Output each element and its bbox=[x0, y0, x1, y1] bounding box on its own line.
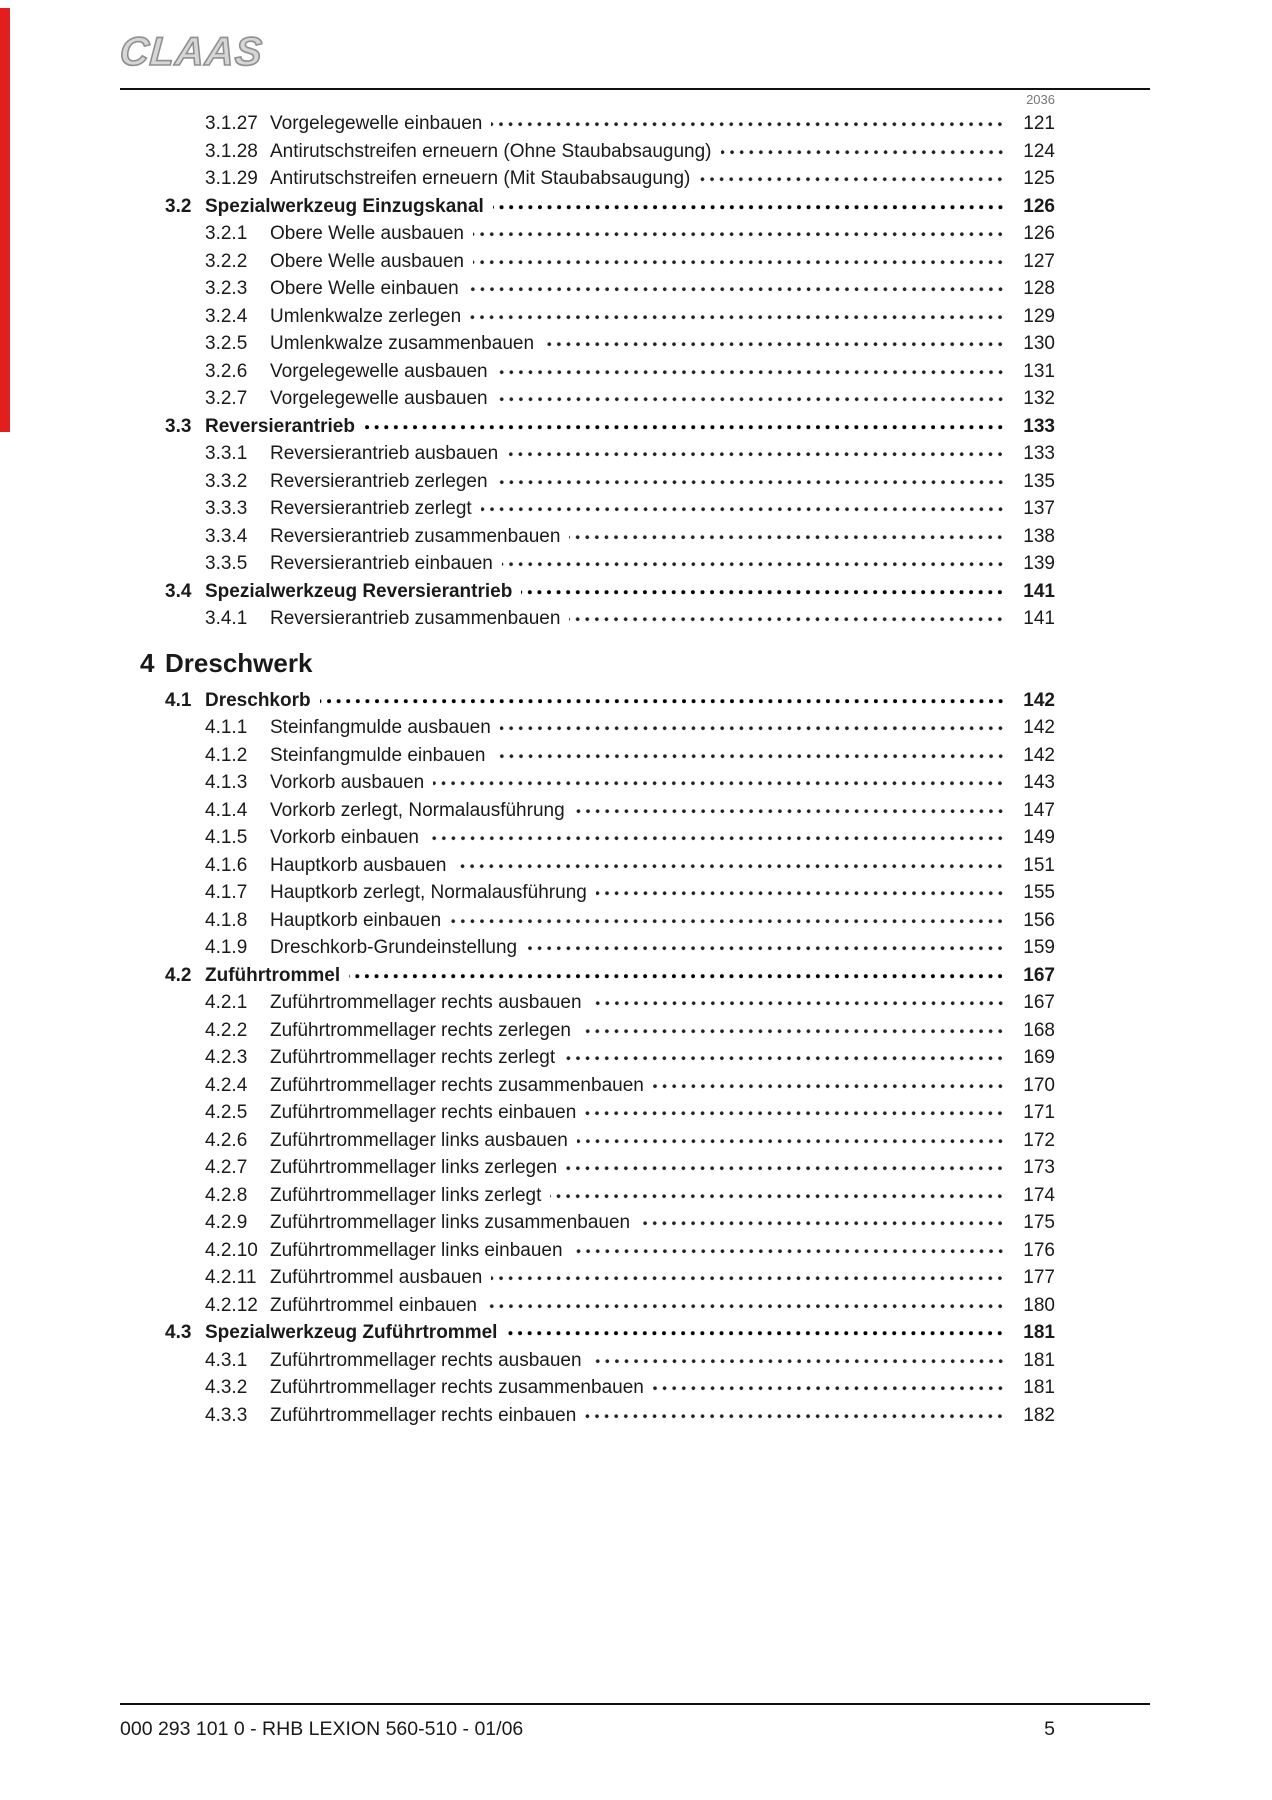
dot-leader bbox=[502, 560, 1005, 569]
toc-entry bbox=[120, 138, 1055, 166]
toc-entry-number: 4.1.5 bbox=[205, 827, 248, 848]
dot-leader bbox=[574, 807, 1005, 816]
dot-leader bbox=[543, 340, 1005, 349]
toc-entry-title: Zuführtrommellager links ausbauen bbox=[270, 1129, 568, 1151]
dot-leader bbox=[455, 862, 1005, 871]
toc-entry-number: 3.2.5 bbox=[205, 333, 248, 354]
toc-entry-page: 142 bbox=[1023, 717, 1055, 738]
toc-entry-title: Spezialwerkzeug Zuführtrommel bbox=[205, 1322, 498, 1343]
toc-entry bbox=[120, 495, 1055, 523]
toc-entry bbox=[120, 220, 1055, 248]
toc-entry bbox=[120, 1319, 1055, 1347]
toc-entry-number: 4.2 bbox=[165, 964, 192, 986]
toc-entry-title: Reversierantrieb zusammenbauen bbox=[270, 525, 561, 547]
dot-leader bbox=[450, 917, 1005, 926]
toc-entry-title: Umlenkwalze zusammenbauen bbox=[270, 333, 535, 354]
toc-entry bbox=[120, 1099, 1055, 1127]
toc-entry-page: 131 bbox=[1023, 360, 1055, 382]
toc-entry-number: 3.4.1 bbox=[205, 608, 248, 629]
toc-entry-number: 4.2.10 bbox=[205, 1239, 258, 1261]
toc-entry-number: 3.2.3 bbox=[205, 278, 248, 299]
toc-entry bbox=[120, 1017, 1055, 1045]
toc-entry-number: 3.3 bbox=[165, 415, 192, 437]
dot-leader bbox=[653, 1384, 1005, 1393]
toc-entry bbox=[120, 1402, 1055, 1430]
toc-entry bbox=[120, 797, 1055, 825]
toc-entry-title: Zuführtrommellager rechts ausbauen bbox=[270, 992, 582, 1013]
dot-leader bbox=[550, 1192, 1005, 1201]
toc-entry-title: Zuführtrommellager links zerlegen bbox=[270, 1157, 558, 1178]
toc-entry-page: 133 bbox=[1023, 443, 1055, 464]
accent-red-bar bbox=[0, 8, 10, 432]
toc-entry-page: 126 bbox=[1023, 195, 1055, 217]
toc-entry-number: 4.1.4 bbox=[205, 799, 248, 821]
toc-entry-number: 3.1.28 bbox=[205, 140, 258, 162]
toc-entry bbox=[120, 934, 1055, 962]
toc-entry-title: Zuführtrommellager rechts zerlegen bbox=[270, 1019, 571, 1041]
toc-entry-page: 170 bbox=[1023, 1074, 1055, 1096]
toc-entry-title: Steinfangmulde ausbauen bbox=[270, 717, 491, 738]
toc-entry-page: 137 bbox=[1023, 498, 1055, 519]
toc-list bbox=[120, 110, 1055, 1429]
toc-entry bbox=[120, 1347, 1055, 1375]
toc-entry bbox=[120, 824, 1055, 852]
toc-entry-title: Obere Welle einbauen bbox=[270, 278, 459, 299]
toc-entry-page: 175 bbox=[1023, 1212, 1055, 1233]
toc-entry-page: 182 bbox=[1023, 1404, 1055, 1426]
toc-entry bbox=[120, 1292, 1055, 1320]
dot-leader bbox=[493, 203, 1005, 212]
toc-entry-number: 3.2.6 bbox=[205, 360, 248, 382]
toc-entry-title: Reversierantrieb ausbauen bbox=[270, 443, 499, 464]
toc-entry-number: 3.3.5 bbox=[205, 553, 248, 574]
dot-leader bbox=[428, 834, 1005, 843]
toc-entry bbox=[120, 385, 1055, 413]
toc-entry-page: 139 bbox=[1023, 553, 1055, 574]
toc-entry-page: 176 bbox=[1023, 1239, 1055, 1261]
dot-leader bbox=[433, 779, 1005, 788]
dot-leader bbox=[473, 230, 1005, 239]
toc-entry bbox=[120, 1209, 1055, 1237]
dot-leader bbox=[364, 423, 1005, 432]
toc-entry-title: Vorkorb einbauen bbox=[270, 827, 419, 848]
toc-entry-title: Zuführtrommel ausbauen bbox=[270, 1267, 483, 1288]
dot-leader bbox=[526, 944, 1005, 953]
toc-entry-number: 4.2.12 bbox=[205, 1294, 258, 1316]
toc-entry-title: Hauptkorb zerlegt, Normalausführung bbox=[270, 882, 587, 903]
toc-entry-number: 4.1.1 bbox=[205, 717, 248, 738]
toc-entry-page: 167 bbox=[1023, 992, 1055, 1013]
toc-entry bbox=[120, 879, 1055, 907]
toc-entry bbox=[120, 523, 1055, 551]
toc-entry-page: 125 bbox=[1023, 168, 1055, 189]
toc-entry-title: Vorgelegewelle ausbauen bbox=[270, 360, 488, 382]
toc-entry-number: 4.2.7 bbox=[205, 1157, 248, 1178]
toc-entry-page: 173 bbox=[1023, 1157, 1055, 1178]
corner-number: 2036 bbox=[1026, 92, 1055, 107]
toc-entry-title: Obere Welle ausbauen bbox=[270, 223, 464, 244]
toc-entry bbox=[120, 1044, 1055, 1072]
dot-leader bbox=[491, 120, 1005, 129]
toc-entry-number: 4.1.8 bbox=[205, 909, 248, 931]
dot-leader bbox=[507, 450, 1005, 459]
toc-entry bbox=[120, 742, 1055, 770]
toc-entry-title: Hauptkorb einbauen bbox=[270, 909, 442, 931]
toc-entry-page: 143 bbox=[1023, 772, 1055, 793]
toc-entry-title: Spezialwerkzeug Einzugskanal bbox=[205, 195, 484, 217]
toc-entry-number: 4.2.1 bbox=[205, 992, 248, 1013]
toc-entry-number: 4.2.11 bbox=[205, 1267, 257, 1288]
toc-entry-page: 171 bbox=[1023, 1102, 1055, 1123]
footer-document-reference: 000 293 101 0 - RHB LEXION 560-510 - 01/06 bbox=[120, 1718, 524, 1740]
toc-entry-number: 4.2.5 bbox=[205, 1102, 248, 1123]
toc-entry-page: 138 bbox=[1023, 525, 1055, 547]
toc-entry-number: 4.3 bbox=[165, 1322, 192, 1343]
toc-entry-number: 4.1 bbox=[165, 689, 192, 711]
toc-entry-title: Umlenkwalze zerlegen bbox=[270, 305, 462, 327]
toc-entry-number: 3.2.4 bbox=[205, 305, 248, 327]
toc-entry-title: Spezialwerkzeug Reversierantrieb bbox=[205, 580, 513, 602]
toc-entry-page: 174 bbox=[1023, 1184, 1055, 1206]
dot-leader bbox=[699, 175, 1005, 184]
toc-entry-page: 141 bbox=[1023, 608, 1055, 629]
dot-leader bbox=[585, 1109, 1005, 1118]
toc-entry-number: 4.2.8 bbox=[205, 1184, 248, 1206]
dot-leader bbox=[585, 1412, 1005, 1421]
toc-entry-page: 132 bbox=[1023, 388, 1055, 409]
toc-entry-title: Steinfangmulde einbauen bbox=[270, 744, 486, 766]
toc-entry bbox=[120, 687, 1055, 715]
toc-entry-title: Dreschkorb-Grundeinstellung bbox=[270, 937, 518, 958]
toc-entry-number: 4.2.2 bbox=[205, 1019, 248, 1041]
toc-entry-number: 3.2.2 bbox=[205, 250, 248, 272]
toc-entry-title: Zuführtrommellager rechts zerlegt bbox=[270, 1047, 556, 1068]
dot-leader bbox=[497, 478, 1005, 487]
toc-entry bbox=[120, 769, 1055, 797]
toc-entry-page: 121 bbox=[1023, 113, 1055, 134]
toc-page bbox=[120, 0, 1150, 1429]
toc-entry-title: Zuführtrommellager rechts ausbauen bbox=[270, 1349, 582, 1371]
dot-leader bbox=[572, 1247, 1005, 1256]
toc-entry-page: 156 bbox=[1023, 909, 1055, 931]
toc-entry bbox=[120, 468, 1055, 496]
dot-leader bbox=[639, 1219, 1005, 1228]
toc-entry-title: Zuführtrommellager links zerlegt bbox=[270, 1184, 542, 1206]
toc-entry-number: 3.1.27 bbox=[205, 113, 258, 134]
toc-entry-page: 149 bbox=[1023, 827, 1055, 848]
toc-entry-number: 4.2.6 bbox=[205, 1129, 248, 1151]
dot-leader bbox=[495, 752, 1005, 761]
toc-entry-number: 3.3.4 bbox=[205, 525, 248, 547]
toc-entry-title: Vorgelegewelle ausbauen bbox=[270, 388, 488, 409]
dot-leader bbox=[566, 1164, 1005, 1173]
toc-entry bbox=[120, 1127, 1055, 1155]
dot-leader bbox=[473, 258, 1005, 267]
toc-entry bbox=[120, 1154, 1055, 1182]
dot-leader bbox=[569, 533, 1005, 542]
toc-entry-title: Antirutschstreifen erneuern (Mit Staubabsaugung) bbox=[270, 168, 691, 189]
toc-entry-page: 181 bbox=[1023, 1322, 1055, 1343]
toc-entry-number: 3.4 bbox=[165, 580, 192, 602]
dot-leader bbox=[470, 313, 1005, 322]
toc-entry bbox=[120, 193, 1055, 221]
toc-entry-title: Dreschkorb bbox=[205, 689, 311, 711]
toc-entry-page: 130 bbox=[1023, 333, 1055, 354]
toc-entry-title: Zuführtrommellager links zusammenbauen bbox=[270, 1212, 631, 1233]
toc-entry-number: 4.2.3 bbox=[205, 1047, 248, 1068]
dot-leader bbox=[468, 285, 1005, 294]
toc-entry bbox=[120, 1182, 1055, 1210]
toc-entry-number: 3.2.7 bbox=[205, 388, 248, 409]
toc-entry-title: Zuführtrommellager rechts einbauen bbox=[270, 1404, 577, 1426]
toc-entry-page: 169 bbox=[1023, 1047, 1055, 1068]
toc-entry-title: Zuführtrommellager rechts zusammenbauen bbox=[270, 1074, 644, 1096]
toc-entry-number: 3.3.3 bbox=[205, 498, 248, 519]
toc-entry-number: 4.3.3 bbox=[205, 1404, 248, 1426]
toc-entry-page: 181 bbox=[1023, 1349, 1055, 1371]
toc-entry-title: Obere Welle ausbauen bbox=[270, 250, 464, 272]
toc-entry-page: 141 bbox=[1023, 580, 1055, 602]
toc-entry-page: 168 bbox=[1023, 1019, 1055, 1041]
toc-entry bbox=[120, 962, 1055, 990]
toc-entry bbox=[120, 605, 1055, 633]
toc-entry bbox=[120, 110, 1055, 138]
toc-entry-number: 3.3.1 bbox=[205, 443, 248, 464]
toc-entry bbox=[120, 907, 1055, 935]
toc-entry-page: 181 bbox=[1023, 1377, 1055, 1398]
toc-entry bbox=[120, 165, 1055, 193]
toc-entry-title: Reversierantrieb zusammenbauen bbox=[270, 608, 561, 629]
dot-leader bbox=[580, 1027, 1005, 1036]
toc-entry bbox=[120, 248, 1055, 276]
toc-entry bbox=[120, 303, 1055, 331]
header-rule bbox=[120, 88, 1150, 90]
dot-leader bbox=[486, 1302, 1005, 1311]
toc-entry-page: 172 bbox=[1023, 1129, 1055, 1151]
toc-entry bbox=[120, 989, 1055, 1017]
toc-entry-title: Dreschwerk bbox=[165, 647, 313, 678]
toc-entry bbox=[120, 1237, 1055, 1265]
toc-entry-number: 4.1.2 bbox=[205, 744, 248, 766]
toc-entry-number: 3.2.1 bbox=[205, 223, 248, 244]
dot-leader bbox=[721, 148, 1006, 157]
dot-leader bbox=[569, 615, 1005, 624]
toc-entry-title: Hauptkorb ausbauen bbox=[270, 854, 447, 876]
toc-entry-page: 180 bbox=[1023, 1294, 1055, 1316]
toc-entry-title: Reversierantrieb zerlegt bbox=[270, 498, 472, 519]
toc-entry bbox=[120, 578, 1055, 606]
toc-entry-number: 4 bbox=[140, 647, 155, 678]
toc-entry bbox=[120, 1072, 1055, 1100]
toc-entry-page: 129 bbox=[1023, 305, 1055, 327]
dot-leader bbox=[653, 1082, 1005, 1091]
toc-entry-page: 142 bbox=[1023, 689, 1055, 711]
toc-entry-page: 135 bbox=[1023, 470, 1055, 492]
toc-entry-page: 128 bbox=[1023, 278, 1055, 299]
toc-entry-number: 4.1.3 bbox=[205, 772, 248, 793]
toc-entry bbox=[120, 413, 1055, 441]
dot-leader bbox=[349, 972, 1005, 981]
toc-entry-title: Vorkorb zerlegt, Normalausführung bbox=[270, 799, 565, 821]
toc-entry-page: 126 bbox=[1023, 223, 1055, 244]
toc-entry bbox=[120, 275, 1055, 303]
toc-entry-number: 4.1.6 bbox=[205, 854, 248, 876]
toc-entry-number: 4.1.7 bbox=[205, 882, 248, 903]
toc-entry bbox=[120, 440, 1055, 468]
toc-entry-number: 3.2 bbox=[165, 195, 192, 217]
toc-entry-title: Antirutschstreifen erneuern (Ohne Staubabsaugung) bbox=[270, 140, 712, 162]
toc-chapter-heading bbox=[120, 643, 1055, 683]
dot-leader bbox=[521, 588, 1005, 597]
claas-logo: CLAAS bbox=[118, 30, 265, 74]
toc-entry-number: 3.3.2 bbox=[205, 470, 248, 492]
toc-entry-title: Vorkorb ausbauen bbox=[270, 772, 425, 793]
dot-leader bbox=[491, 1274, 1005, 1283]
toc-entry bbox=[120, 714, 1055, 742]
toc-entry-title: Vorgelegewelle einbauen bbox=[270, 113, 483, 134]
dot-leader bbox=[596, 889, 1005, 898]
page-footer bbox=[120, 1703, 1150, 1741]
toc-entry-number: 4.1.9 bbox=[205, 937, 248, 958]
toc-entry-title: Reversierantrieb einbauen bbox=[270, 553, 493, 574]
dot-leader bbox=[497, 395, 1005, 404]
toc-entry bbox=[120, 550, 1055, 578]
toc-entry-page: 155 bbox=[1023, 882, 1055, 903]
footer-page-number: 5 bbox=[1044, 1718, 1055, 1740]
toc-entry-page: 177 bbox=[1023, 1267, 1055, 1288]
dot-leader bbox=[497, 368, 1005, 377]
dot-leader bbox=[506, 1329, 1005, 1338]
toc-entry bbox=[120, 358, 1055, 386]
toc-entry-title: Zuführtrommellager links einbauen bbox=[270, 1239, 563, 1261]
toc-entry-page: 142 bbox=[1023, 744, 1055, 766]
toc-entry bbox=[120, 852, 1055, 880]
toc-entry bbox=[120, 330, 1055, 358]
toc-entry-number: 4.3.2 bbox=[205, 1377, 248, 1398]
toc-entry-page: 151 bbox=[1023, 854, 1055, 876]
toc-entry-title: Reversierantrieb bbox=[205, 415, 355, 437]
toc-entry-title: Reversierantrieb zerlegen bbox=[270, 470, 488, 492]
toc-entry-page: 124 bbox=[1023, 140, 1055, 162]
toc-entry-title: Zuführtrommellager rechts zusammenbauen bbox=[270, 1377, 644, 1398]
dot-leader bbox=[481, 505, 1005, 514]
toc-entry-page: 147 bbox=[1023, 799, 1055, 821]
toc-entry bbox=[120, 1374, 1055, 1402]
dot-leader bbox=[500, 724, 1005, 733]
toc-entry-number: 4.2.4 bbox=[205, 1074, 248, 1096]
toc-entry-page: 133 bbox=[1023, 415, 1055, 437]
toc-entry-title: Zuführtrommel einbauen bbox=[270, 1294, 477, 1316]
toc-entry-title: Zuführtrommellager rechts einbauen bbox=[270, 1102, 577, 1123]
toc-entry-number: 3.1.29 bbox=[205, 168, 258, 189]
toc-entry-number: 4.2.9 bbox=[205, 1212, 248, 1233]
toc-entry-page: 167 bbox=[1023, 964, 1055, 986]
toc-entry-number: 4.3.1 bbox=[205, 1349, 248, 1371]
toc-entry-page: 127 bbox=[1023, 250, 1055, 272]
dot-leader bbox=[564, 1054, 1005, 1063]
toc-entry-title: Zuführtrommel bbox=[205, 964, 341, 986]
dot-leader bbox=[320, 697, 1005, 706]
toc-entry-page: 159 bbox=[1023, 937, 1055, 958]
dot-leader bbox=[577, 1137, 1005, 1146]
toc-entry bbox=[120, 1264, 1055, 1292]
dot-leader bbox=[591, 1357, 1005, 1366]
dot-leader bbox=[591, 999, 1005, 1008]
